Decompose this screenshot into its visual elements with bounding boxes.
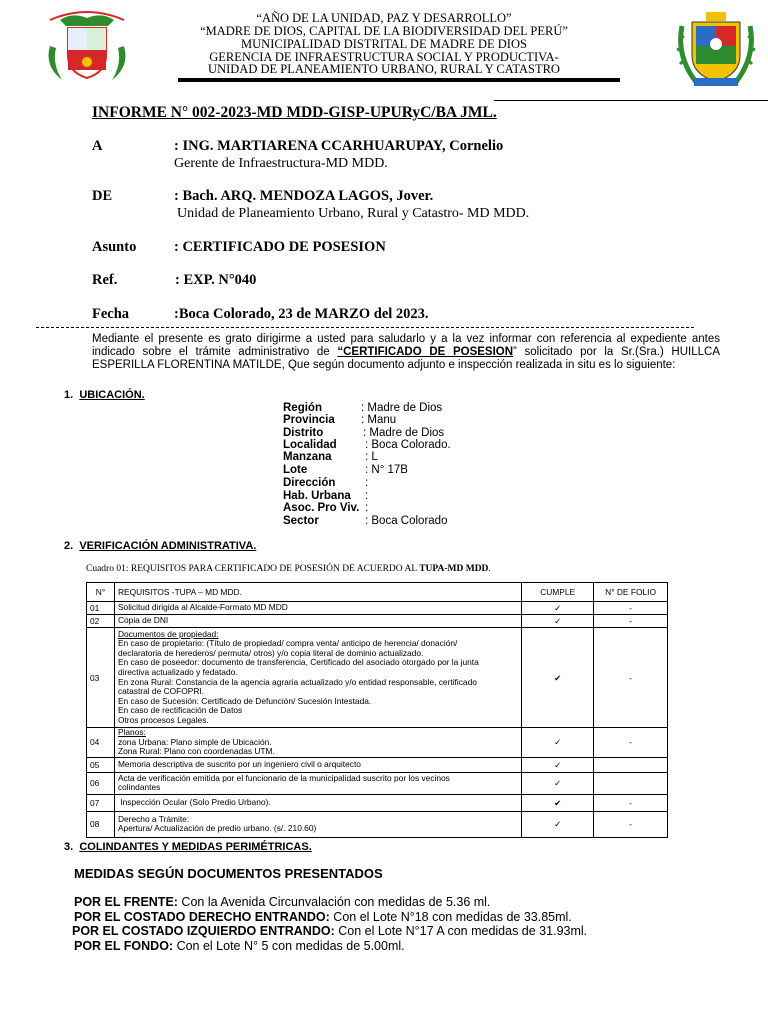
value-de: : Bach. ARQ. MENDOZA LAGOS, Jover. <box>174 188 434 204</box>
value-asunto: : CERTIFICADO DE POSESION <box>174 239 386 255</box>
header-line-1: “AÑO DE LA UNIDAD, PAZ Y DESARROLLO” <box>256 11 512 25</box>
row-requirement <box>114 628 521 728</box>
table-header-row <box>87 583 668 602</box>
ubicacion-key: Localidad <box>283 439 337 451</box>
header-line-4: GERENCIA DE INFRAESTRUCTURA SOCIAL Y PRODUCTIVA- <box>209 50 559 64</box>
ubicacion-key: Manzana <box>283 451 332 463</box>
col-header-n: N° <box>87 583 115 602</box>
value-a: : ING. MARTIARENA CCARHUARUPAY, Cornelio <box>174 138 504 154</box>
requirement-line: Inspección Ocular (Solo Predio Urbano). <box>117 796 271 807</box>
row-cumple-check: ✔ <box>522 794 594 811</box>
table-row <box>87 628 668 728</box>
ubicacion-value: : <box>365 477 369 489</box>
table-row <box>87 757 668 772</box>
dashed-divider <box>36 327 694 328</box>
requirement-line: Apertura/ Actualización de predio urbano. (s/. 210.60) <box>117 823 317 834</box>
row-number: 01 <box>87 602 115 615</box>
label-de: DE <box>92 188 113 204</box>
value-ref: : EXP. N°040 <box>175 272 257 288</box>
label-asunto: Asunto <box>92 239 137 255</box>
table-row <box>87 811 668 837</box>
row-folio: - <box>594 615 668 628</box>
section-3-heading <box>64 841 312 853</box>
medida-value: Con el Lote N°17 A con medidas de 31.93ml. <box>334 924 588 938</box>
ubicacion-value: : L <box>365 451 378 463</box>
row-cumple-check: ✓ <box>522 602 594 615</box>
intro-part-2: ” solicitado por la Sr.(Sra.) HUILLCA ESPERILLA FLORENTINA MATILDE, Que según documento adjunto e inspección realizada in situ es lo siguiente: <box>92 346 721 371</box>
row-requirement <box>114 772 521 794</box>
row-number: 03 <box>87 628 115 728</box>
row-requirement <box>114 728 521 758</box>
col-header-requisitos: REQUISITOS -TUPA – MD MDD. <box>114 583 521 602</box>
table-row <box>87 602 668 615</box>
medida-item <box>72 924 587 938</box>
row-number: 06 <box>87 772 115 794</box>
section-1-title: UBICACIÓN. <box>79 389 145 401</box>
row-cumple-check: ✓ <box>522 811 594 837</box>
row-folio: - <box>594 628 668 728</box>
intro-highlight: “CERTIFICADO DE POSESION <box>337 346 514 358</box>
row-number: 02 <box>87 615 115 628</box>
cuadro-caption <box>86 564 491 574</box>
section-3-title: COLINDANTES Y MEDIDAS PERIMÉTRICAS. <box>79 841 312 853</box>
medida-value: Con el Lote N°18 con medidas de 33.85ml. <box>329 910 572 924</box>
ubicacion-value: : Madre de Dios <box>361 402 443 414</box>
ubicacion-key: Lote <box>283 464 308 476</box>
ubicacion-value: : Boca Colorado. <box>365 439 451 451</box>
row-folio: - <box>594 728 668 758</box>
ubicacion-value: : Boca Colorado <box>365 515 448 527</box>
ubicacion-value: : N° 17B <box>365 464 408 476</box>
row-requirement <box>114 757 521 772</box>
requirement-line: catastral de COFOPRI. <box>117 686 205 697</box>
medida-key: POR EL COSTADO DERECHO ENTRANDO: <box>74 910 330 924</box>
section-1-number: 1. <box>64 389 74 401</box>
row-number: 08 <box>87 811 115 837</box>
requirement-line: En caso de poseedor: documento de transferencia, Certificado del asociado otorgado por la junta <box>117 657 479 668</box>
ubicacion-key: Asoc. Pro Viv. <box>283 502 360 514</box>
section-2-number: 2. <box>64 540 74 552</box>
label-ref: Ref. <box>92 272 118 288</box>
col-header-cumple: CUMPLE <box>522 583 594 602</box>
requirement-line: declaratoria de herederos/ permuta/ otros) y/o copia literal de dominio actualizado. <box>117 647 424 658</box>
intro-part-1: Mediante el presente es grato dirigirme a usted para saludarlo y a la vez informar con referencia al expediente antes indicado sobre el trámite administrativo de <box>92 333 720 358</box>
section-2-heading <box>64 540 256 552</box>
ubicacion-key: Provincia <box>283 414 335 426</box>
row-folio: - <box>594 602 668 615</box>
section-3-number: 3. <box>64 841 74 853</box>
requirement-title: Documentos de propiedad: <box>117 628 219 639</box>
row-number: 07 <box>87 794 115 811</box>
ubicacion-value: : Madre de Dios <box>363 427 445 439</box>
medida-key: POR EL FONDO: <box>74 939 174 953</box>
medida-item <box>74 939 405 953</box>
requirement-line: Derecho a Trámite: <box>117 813 190 824</box>
ubicacion-key: Hab. Urbana <box>283 490 351 502</box>
row-cumple-check: ✓ <box>522 772 594 794</box>
row-cumple-check: ✓ <box>522 615 594 628</box>
requirement-line: En caso de Sucesión: Certificado de Defunción/ Sucesión Intestada. <box>117 695 372 706</box>
medida-key: POR EL FRENTE: <box>74 895 178 909</box>
ubicacion-value: : <box>365 490 369 502</box>
row-folio <box>594 757 668 772</box>
municipal-shield-logo <box>676 6 756 90</box>
row-folio: - <box>594 794 668 811</box>
requirement-line: Memoria descriptiva de suscrito por un ingeniero civil o arquitecto <box>117 758 361 769</box>
header-line-5: UNIDAD DE PLANEAMIENTO URBANO, RURAL Y CATASTRO <box>208 62 560 76</box>
sub-de: Unidad de Planeamiento Urbano, Rural y Catastro- MD MDD. <box>177 206 530 221</box>
table-row <box>87 772 668 794</box>
row-number: 04 <box>87 728 115 758</box>
requirements-table <box>86 582 668 838</box>
header-line-2: “MADRE DE DIOS, CAPITAL DE LA BIODIVERSIDAD DEL PERÚ” <box>200 24 568 38</box>
section-2-title: VERIFICACIÓN ADMINISTRATIVA. <box>79 540 257 552</box>
requirement-line: Acta de verificación emitida por el funcionario de la municipalidad suscrito por los vecinos <box>117 772 450 783</box>
row-cumple-check: ✔ <box>522 628 594 728</box>
ubicacion-value: : Manu <box>361 414 397 426</box>
header-rule <box>178 78 620 82</box>
medida-item <box>74 895 490 909</box>
requirement-line: Copia de DNI <box>117 615 169 626</box>
requirement-line: zona Urbana: Plano simple de Ubicación. <box>117 736 272 747</box>
requirement-line: Otros procesos Legales. <box>117 714 209 725</box>
label-a: A <box>92 138 103 154</box>
cuadro-prefix: Cuadro 01: REQUISITOS PARA CERTIFICADO DE POSESIÓN DE ACUERDO AL <box>86 564 420 574</box>
informe-number: INFORME N° 002-2023-MD MDD-GISP-UPURyC/BA JML. <box>92 104 497 121</box>
ubicacion-key: Región <box>283 402 322 414</box>
row-requirement <box>114 794 521 811</box>
sub-a: Gerente de Infraestructura-MD MDD. <box>174 156 388 171</box>
row-requirement <box>114 615 521 628</box>
requirement-line: En zona Rural: Constancia de la agencia agraria actualizado y/o entidad responsable, certificado <box>117 676 477 687</box>
requirement-title: Planos: <box>117 727 146 737</box>
row-requirement <box>114 811 521 837</box>
row-cumple-check: ✓ <box>522 728 594 758</box>
cuadro-bold: TUPA-MD MDD <box>419 564 489 574</box>
value-fecha: :Boca Colorado, 23 de MARZO del 2023. <box>174 306 429 322</box>
label-fecha: Fecha <box>92 306 130 322</box>
table-row <box>87 615 668 628</box>
medida-key: POR EL COSTADO IZQUIERDO ENTRANDO: <box>72 924 335 938</box>
table-row <box>87 794 668 811</box>
requirement-line: directiva actualizado y fedatado. <box>117 666 238 677</box>
cuadro-suffix: . <box>488 564 491 574</box>
ubicacion-value: : <box>365 502 369 514</box>
row-requirement <box>114 602 521 615</box>
medida-value: Con la Avenida Circunvalación con medidas de 5.36 ml. <box>177 895 491 909</box>
intro-paragraph <box>92 333 720 372</box>
row-folio <box>594 772 668 794</box>
medidas-title: MEDIDAS SEGÚN DOCUMENTOS PRESENTADOS <box>74 866 383 881</box>
table-row <box>87 728 668 758</box>
section-1-heading <box>64 389 145 401</box>
requirement-line: Solicitud dirigida al Alcalde-Formato MD MDD <box>117 602 288 613</box>
row-number: 05 <box>87 757 115 772</box>
requirement-line: Zona Rural: Plano con coordenadas UTM. <box>117 746 275 757</box>
right-rule <box>494 100 768 101</box>
requirement-line: En caso de propietario: (Título de propiedad/ compra venta/ anticipo de herencia/ donación/ <box>117 638 458 649</box>
ubicacion-key: Sector <box>283 515 319 527</box>
requirement-line: En caso de rectificación de Datos <box>117 705 243 716</box>
medida-item <box>74 910 572 924</box>
requirement-line: colindantes <box>117 782 161 793</box>
medida-value: Con el Lote N° 5 con medidas de 5.00ml. <box>173 939 405 953</box>
ubicacion-key: Dirección <box>283 477 336 489</box>
header-line-3: MUNICIPALIDAD DISTRITAL DE MADRE DE DIOS <box>241 37 527 51</box>
row-cumple-check: ✓ <box>522 757 594 772</box>
col-header-folio: N° DE FOLIO <box>594 583 668 602</box>
row-folio: - <box>594 811 668 837</box>
ubicacion-key: Distrito <box>283 427 324 439</box>
